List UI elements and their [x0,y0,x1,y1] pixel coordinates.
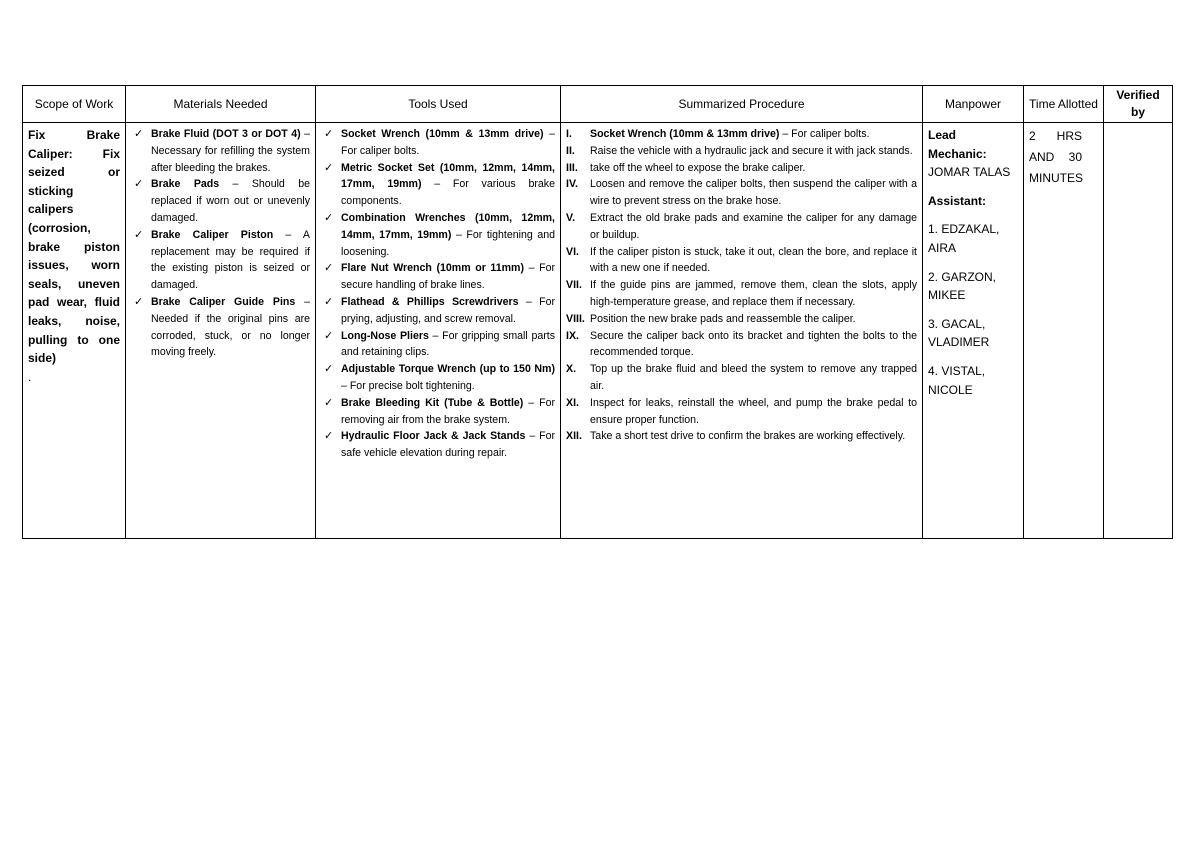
checkmark-icon: ✓ [324,396,334,409]
tools-item-desc: – For precise bolt tightening. [341,379,475,392]
step-number: I. [566,128,572,140]
materials-item [131,294,310,361]
step-text: If the caliper piston is stuck, take it out, clean the bore, and replace it with a new one if needed. [590,245,917,275]
tools-item-name: Combination Wrenches (10mm, 12mm, 14mm, 17mm, 19mm) [341,211,555,241]
checkmark-icon: ✓ [324,430,334,443]
time-num: 2 [1029,129,1036,143]
materials-item [131,227,310,294]
header-row [23,86,1173,123]
tools-item-name: Hydraulic Floor Jack & Jack Stands [341,430,526,443]
step-text: Secure the caliper back onto its bracket and tighten the bolts to the recommended torque. [590,329,917,359]
manpower-cell [923,123,1024,539]
checkmark-icon: ✓ [324,211,334,224]
tools-item [321,328,555,362]
header-scope: Scope of Work [23,86,126,123]
tools-item-desc: – For safe vehicle elevation during repair. [341,430,556,460]
work-plan-table [22,85,1173,539]
checkmark-icon: ✓ [324,295,334,308]
tools-item [321,126,555,160]
header-procedure: Summarized Procedure [561,86,923,123]
step-text: Take a short test drive to confirm the brakes are working effectively. [590,430,906,443]
step-number: IX. [566,329,579,342]
checkmark-icon: ✓ [324,262,334,275]
tools-item-desc: – For caliper bolts. [341,128,555,157]
tools-item [321,160,555,210]
time-and: AND [1029,150,1055,164]
tools-item-name: Flare Nut Wrench (10mm or 11mm) [341,262,524,275]
materials-item-name: Brake Caliper Guide Pins [151,295,296,308]
checkmark-icon: ✓ [324,128,334,140]
checkmark-icon: ✓ [134,128,144,140]
materials-item-name: Brake Caliper Piston [151,228,274,241]
time-mins: 30 [1068,150,1082,164]
scope-text: Fix Brake Caliper: Fix seized or sticking calipers (corrosion, brake piston issues, worn seals, uneven pad wear, fluid leaks, noise, pulling to one side) [28,128,120,366]
step-number: VIII. [566,312,585,325]
lead-name: JOMAR TALAS [928,165,1011,180]
procedure-step [566,143,917,160]
step-text: If the guide pins are jammed, remove them, clean the slots, apply high-temperature grease, and replace them if necessary. [590,279,917,308]
table-row [23,123,1173,539]
step-number: X. [566,363,577,376]
materials-item-desc: – Necessary for refilling the system after bleeding the brakes. [151,128,310,174]
assistant-2: 2. GARZON, MIKEE [928,269,997,303]
materials-item-name: Brake Fluid (DOT 3 or DOT 4) [151,128,301,140]
header-time: Time Allotted [1024,86,1104,123]
tools-item [321,361,555,395]
materials-item-desc: – A replacement may be required if the existing piston is seized or damaged. [151,228,311,292]
checkmark-icon: ✓ [324,329,334,342]
step-number: III. [566,161,578,174]
step-text: Extract the old brake pads and examine the caliper for any damage or buildup. [590,211,917,241]
tools-item-desc: – For tightening and loosening. [341,228,555,258]
assistant-label: Assistant: [928,193,987,208]
tools-item-name: Adjustable Torque Wrench (up to 150 Nm) [341,363,555,376]
time-cell [1024,123,1104,539]
tools-item-desc: – For secure handling of brake lines. [341,262,556,292]
header-manpower: Manpower [923,86,1024,123]
tools-item-desc: – For removing air from the brake system. [341,396,555,426]
tools-item-desc: – For various brake components. [341,178,555,208]
checkmark-icon: ✓ [134,228,144,241]
procedure-step [566,361,917,395]
header-materials: Materials Needed [126,86,316,123]
procedure-step [566,328,917,362]
tools-item-name: Flathead & Phillips Screwdrivers [341,295,519,308]
procedure-step [566,160,917,177]
step-text: Inspect for leaks, reinstall the wheel, and pump the brake pedal to ensure proper function. [590,396,917,426]
procedure-cell [561,123,923,539]
scope-cell [23,123,126,539]
assistant-3: 3. GACAL, VLADIMER [928,316,990,350]
procedure-step [566,176,917,210]
materials-cell [126,123,316,539]
materials-item [131,126,310,176]
scope-dot: . [28,369,32,384]
tools-list [321,126,555,462]
procedure-step [566,277,917,311]
step-bold-text: Socket Wrench (10mm & 13mm drive) [590,128,780,140]
tools-item-name: Metric Socket Set (10mm, 12mm, 14mm, 17mm, 19mm) [341,161,555,191]
materials-item [131,176,310,226]
checkmark-icon: ✓ [134,295,144,308]
tools-item [321,395,555,429]
materials-item-desc: – Should be replaced if worn out or unevenly damaged. [151,178,310,224]
step-text: Position the new brake pads and reassemble the caliper. [590,312,856,325]
tools-item-name: Brake Bleeding Kit (Tube & Bottle) [341,396,524,409]
procedure-step [566,210,917,244]
checkmark-icon: ✓ [134,178,144,191]
verified-cell [1104,123,1173,539]
header-tools: Tools Used [316,86,561,123]
step-number: XI. [566,396,579,409]
tools-item [321,294,555,328]
lead-label: Lead Mechanic: [928,128,987,161]
step-text: Loosen and remove the caliper bolts, then suspend the caliper with a wire to prevent stress on the brake hose. [590,178,917,208]
tools-item [321,428,555,462]
procedure-step [566,395,917,429]
step-text: Top up the brake fluid and bleed the system to remove any trapped air. [590,363,917,392]
time-unit: HRS [1056,129,1082,143]
tools-cell [316,123,561,539]
tools-item-name: Long-Nose Pliers [341,329,429,342]
tools-item-desc: – For gripping small parts and retaining clips. [341,329,555,359]
time-minutes: MINUTES [1029,171,1083,185]
assistant-1: 1. EDZAKAL, AIRA [928,222,1000,255]
step-number: V. [566,211,576,224]
tools-item [321,210,555,260]
step-number: VI. [566,245,579,258]
assistant-4: 4. VISTAL, NICOLE [928,363,986,397]
procedure-list [566,126,917,445]
tools-item-desc: – For prying, adjusting, and screw removal. [341,295,555,325]
checkmark-icon: ✓ [324,161,334,174]
header-verified: Verified by [1104,86,1173,123]
step-number: II. [566,144,575,157]
procedure-step [566,244,917,278]
step-number: XII. [566,430,582,443]
checkmark-icon: ✓ [324,363,334,376]
procedure-step [566,126,917,143]
materials-list [131,126,310,361]
procedure-step [566,311,917,328]
tools-item-name: Socket Wrench (10mm & 13mm drive) [341,128,544,140]
tools-item [321,260,555,294]
materials-item-name: Brake Pads [151,178,220,191]
procedure-step [566,428,917,445]
step-text: Raise the vehicle with a hydraulic jack and secure it with jack stands. [590,144,913,157]
step-text: – For caliper bolts. [779,128,870,140]
step-number: VII. [566,279,582,292]
step-number: IV. [566,178,578,191]
step-text: take off the wheel to expose the brake caliper. [590,161,806,174]
materials-item-desc: – Needed if the original pins are corroded, stuck, or no longer moving freely. [151,295,310,359]
